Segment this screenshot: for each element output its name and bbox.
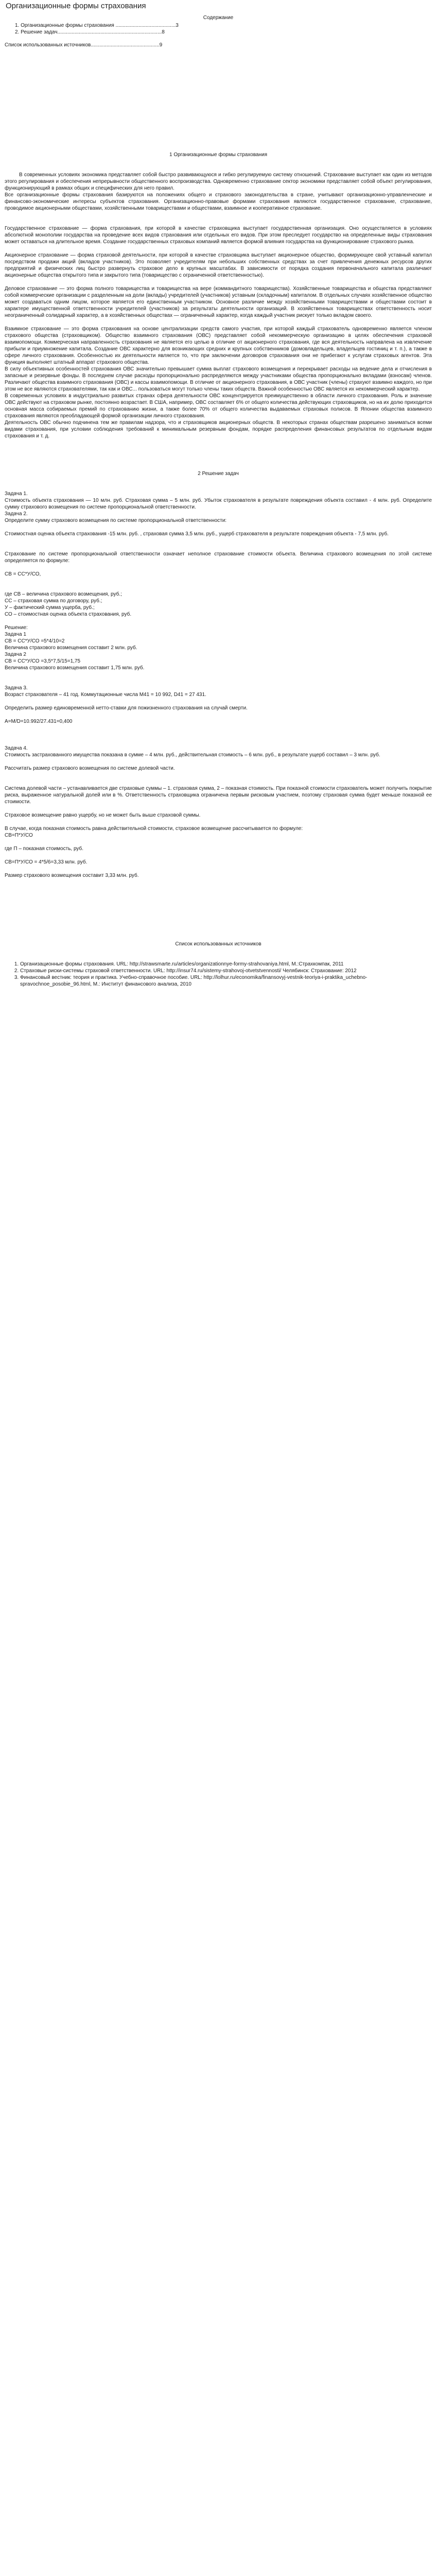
formula: СВ = СС*У/СО, bbox=[5, 571, 41, 577]
formula: СВ=П*У/СО bbox=[5, 833, 33, 838]
paragraph: Акционерное страхование — форма страховой деятельности, при которой в качестве страховщика выступает акционерное общество, формирующее свой уставный капитал посредством продажи акций (вкладов участников). Это позволяет учредителям при небольших собственных средствах за счет привлечения денежных ресурсов других предприятий и физических лиц быстро развернуть страховое дело в крупных масштабах. В зависимости от порядка создания первоначального капитала различают акционерные общества открытого типа и закрытого типа (товарищество с ограниченной ответственностью). bbox=[5, 252, 432, 278]
solution-calc: СВ = СС*У/СО =3,5*7,5/15=1,75 bbox=[5, 658, 81, 664]
document-page bbox=[0, 0, 436, 988]
toc-list bbox=[5, 22, 432, 36]
paragraph: Все организационные формы страхования базируются на положениях общего и страхового законодательства в стране, учитывают организационно-управленческие и финансово-экономические интересы субъектов страхования. Организационно-правовые формами страхования являются государственное страхование, страхование, проводимое акционерными обществами, хозяйственными товариществами и обществами, взаимное и кооперативное страхование. bbox=[5, 192, 432, 211]
paragraph: Деловое страхование — это форма полного товарищества и товарищества на вере (коммандитного товарищества). Хозяйственные товарищества и общества представляют собой коммерческие организации с разделенным на доли (вклады) учредителей (участников) уставным (складочным) капиталом. В отдельных случаях хозяйственное общество может создаваться одним лицом, которое является его единственным участником. Основное различие между хозяйственными товариществами и обществами состоит в характере имущественной ответственности учредителей (участников) за результаты деятельности организаций. В хозяйственных товариществах ответственность носит неограниченный солидарный характер, а в хозяйственных обществах — ограниченный характер, когда каждый участник рискует только вкладом своего. bbox=[5, 286, 432, 318]
solution-result: Величина страхового возмещения составит 1,75 млн. руб. bbox=[5, 665, 145, 671]
task-label: Задача 1. bbox=[5, 491, 28, 497]
task-question: Определить размер единовременной нетто-ставки для пожизненного страхования на случай смерти. bbox=[5, 705, 248, 711]
source-item: 1. Организационные формы страхования. URL: http://strawsmarte.ru/articles/organizationnye-formy-strahovaniya.html, М.:Страхкомпак, 2011 bbox=[20, 961, 432, 968]
solution-calc: СВ = СС*У/СО =5*4/10=2 bbox=[5, 638, 65, 644]
chapter-1-title: 1 Организационные формы страхования bbox=[169, 152, 267, 158]
task-label: Задача 3. bbox=[5, 685, 28, 691]
task-text: Стоимость застрахованного имущества показана в сумме – 4 млн. руб., действительная стоимость – 6 млн. руб., в результате ущерб составил – 3 млн. руб. bbox=[5, 752, 380, 758]
solution-calc: A=M/D=10.992/27.431=0,400 bbox=[5, 719, 73, 724]
solution-task-label: Задача 2 bbox=[5, 652, 26, 657]
paragraph: В современных условиях экономика представляет собой быстро развивающуюся и гибко регулируемую систему отношений. Страхование выступает как один из методов этого регулирования и обеспечения непрерывности общественного воспроизводства. Одновременно страхование сектор экономики представляет собой объект регулирования, функционирующий в рамках общих и специфических для него правил. bbox=[5, 172, 432, 191]
task-question: Рассчитать размер страхового возмещения по системе долевой части. bbox=[5, 766, 175, 771]
formula-legend: У – фактический сумма ущерба, руб.; bbox=[5, 605, 95, 611]
source-item: 2. Страховые риски-системы страховой ответственности. URL: http://insur74.ru/sistemy-strahovoj-otvetstvennosti/ Челябинск: Страхование: 2012 bbox=[20, 968, 432, 974]
solution-result: Размер страхового возмещения составит 3,33 млн. руб. bbox=[5, 873, 139, 878]
solution-task-label: Задача 1 bbox=[5, 632, 26, 637]
task-label: Задача 4. bbox=[5, 745, 28, 751]
task-text: Возраст страхователя – 41 год. Коммутационные числа М41 = 10 992, D41 = 27 431. bbox=[5, 692, 206, 698]
solution-result: Величина страхового возмещения составит 2 млн. руб. bbox=[5, 645, 137, 651]
solution-label: Решение: bbox=[5, 625, 28, 631]
formula-legend: СО – стоимостная оценка объекта страхования, руб. bbox=[5, 612, 132, 617]
chapter-2-title: 2 Решение задач bbox=[198, 471, 239, 477]
toc-heading: Содержание bbox=[203, 15, 234, 21]
paragraph: Деятельность ОВС обычно подчинена тем же правилам надзора, что и страховщиков акционерных обществ. В некоторых странах обществам разрешено заниматься всеми видами страхования, при условии соблюдения требований к минимальным резервным фондам, порядке распределения финансовых результатов по отдельным видам страхования и т. д. bbox=[5, 420, 432, 439]
formula-legend: СС – страховая сумма по договору, руб.; bbox=[5, 598, 102, 604]
task-label: Задача 2. bbox=[5, 511, 28, 517]
paragraph: Государственное страхование — форма страхования, при которой в качестве страховщика выступает государственная организация. Оно осуществляется в условиях абсолютной монополии государства на проведение всех видов страхования или отдельных его видов. При этом преследует государство на определенные виды страхования может оставаться на длительное время. Создание государственных страховых компаний является формой влияния государства на функционирование страхового рынка. bbox=[5, 226, 432, 245]
paragraph: В силу объективных особенностей страхования ОВС значительно превышает сумма выплат страхового возмещения и перекрывает расходы на ведение дела и отчисления в запасные и резервные фонды. В последнем случае расходы пропорционально распределяются между участниками общества пропорционально вкладами (взносам) членов. Различают общества взаимного страхования (ОВС) и кассы взаимопомощи. В отличие от акционерного страхования, в ОВС участник (члены) страхуют взаимно каждого, но при этом не все являются страхователями, так как и ОВС... пользоваться могут только члены таких обществ. Важной особенностью ОВС является их некоммерческий характер. bbox=[5, 366, 432, 392]
paragraph: В современных условиях в индустриально развитых странах сфера деятельности ОВС концентрируется преимущественно в области личного страхования. Роль и значение ОВС действуют на страховом рынке, постоянно возрастает. В США, например, ОВС составляет 6% от общего количества действующих страховщиков, но на их долю приходится основная масса собираемых премий по страхованию жизни, а также более 70% от общего количества выдаваемых страховых полисов. В Японии общества взаимного страхования являются преобладающей формой организации личного страхования. bbox=[5, 393, 432, 419]
solution-calc: СВ=П*У/СО = 4*5/6=3,33 млн. руб. bbox=[5, 859, 88, 865]
paragraph: В случае, когда показная стоимость равна действительной стоимости, страховое возмещение рассчитывается по формуле: bbox=[5, 826, 303, 832]
toc-item[interactable]: 2. Решение задач.........................................................................8 bbox=[15, 29, 165, 35]
toc-item-references[interactable]: Список использованных источников................................................9 bbox=[5, 42, 163, 48]
task-text: Стоимостная оценка объекта страхования -15 млн. руб. , страховая сумма 3,5 млн. руб., ущерб страхователя в результате повреждения объекта - 7,5 млн. руб. bbox=[5, 531, 389, 537]
page-title: Организационные формы страхования bbox=[6, 2, 146, 10]
task-text: Стоимость объекта страхования — 10 млн. руб. Страховая сумма – 5 млн. руб. Убыток страхователя в результате повреждения объекта составил - 4 млн. руб. Определите сумму страхового возмещения по системе пропорциональной ответственности. bbox=[5, 498, 432, 510]
paragraph: Взаимное страхование — это форма страхования на основе централизации средств самого участия, при которой каждый страхователь одновременно является членом страхового общества (страховщиком). Общество взаимного страхования (ОВС) представляет собой некоммерческую организацию в целях обеспечения страховой взаимопомощи. Коммерческая направленность страхования не является его целью в отличие от акционерного страхования, где вся деятельность направлена на извлечение прибыли и приумножение капитала. Создание ОВС характерно для возникающих средних и крупных собственников (домовладельцев, владельцев гостиниц и т. п.), а также в сфере личного страхования. Особенностью их деятельности является то, что при заключении договоров страхования они не прибегают к услугам страховых агентов. Эта функция выполняет штатный аппарат страхового общества. bbox=[5, 326, 432, 365]
paragraph: Система долевой части – устанавливается две страховые суммы – 1. страховая сумма, 2 – показная стоимость. При показной стоимости страхователь может получить покрытие риска, выраженное натуральной долей или в %. Ответственность страховщика ограничена первым рисковым участием, поэтому страховая сумма будет меньше показной ее стоимости. bbox=[5, 786, 432, 805]
task-text: Определите сумму страхового возмещения по системе пропорциональной ответственности: bbox=[5, 518, 227, 523]
sources-title: Список использованных источников bbox=[175, 941, 261, 947]
source-item: 3. Финансовый вестник: теория и практика. Учебно-справочное пособие. URL: http://lolhur.ru/economika/finansovyj-vestnik-teoriya-i-praktika_uchebno-spravochnoe_posobie_96.html, М.: Институт финансового анализа, 2010 bbox=[20, 974, 432, 988]
paragraph: Страховое возмещение равно ущербу, но не может быть выше страховой суммы. bbox=[5, 812, 201, 818]
formula-legend: где СВ – величина страхового возмещения, руб.; bbox=[5, 591, 122, 597]
formula-legend: где П – показная стоимость, руб. bbox=[5, 846, 84, 852]
sources-list bbox=[5, 961, 432, 988]
toc-item[interactable]: 1. Организационные формы страхования ..........................................3 bbox=[15, 23, 179, 28]
solution-intro: Страхование по системе пропорциональной ответственности означает неполное страхование стоимости объекта. Величина страхового возмещения по этой системе определяется по формуле: bbox=[5, 551, 432, 564]
